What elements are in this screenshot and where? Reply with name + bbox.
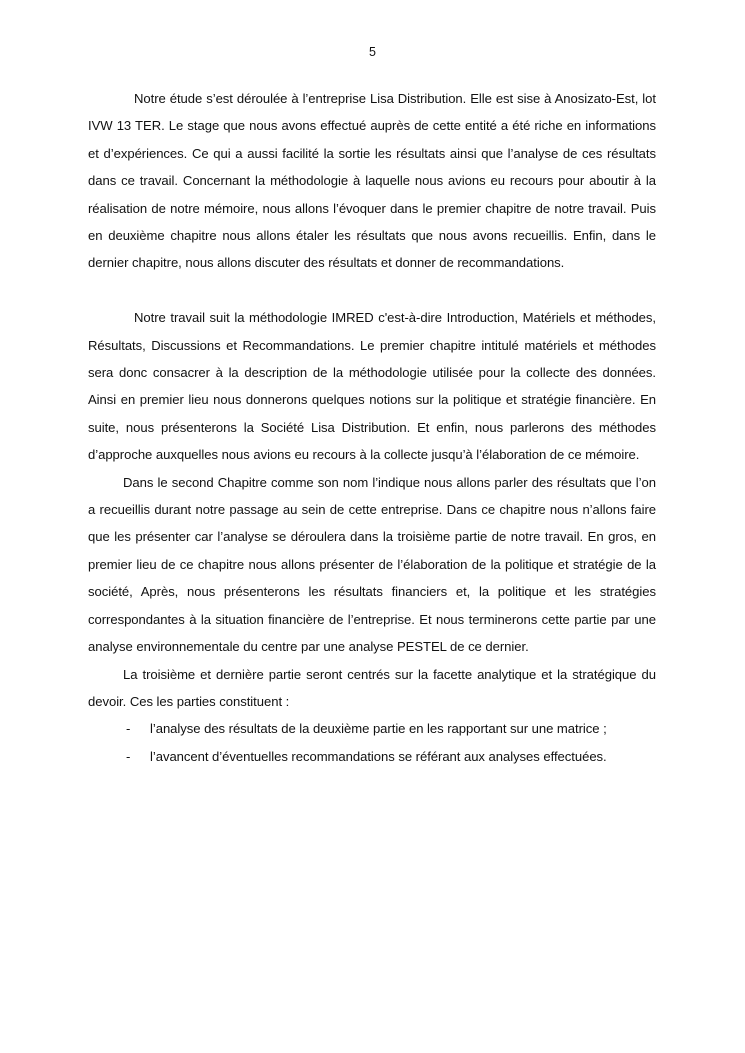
paragraph-second-chapter: Dans le second Chapitre comme son nom l’indique nous allons parler des résultats que l’on a recueillis durant notre passage au sein de cette entreprise. Dans ce chapitre nous n’allons faire que les présenter car l’analyse se déroulera dans la troisième partie de notre travail. En gros, en premier lieu de ce chapitre nous allons présenter de l’élaboration de la politique et stratégie de la société, Après, nous présenterons les résultats financiers et, la politique et les stratégies correspondantes à la situation financière de l’entreprise. Et nous terminerons cette partie par une analyse environnementale du centre par une analyse PESTEL de ce dernier. (88, 474, 656, 655)
list-item (88, 743, 656, 770)
list-dash: - (126, 748, 131, 764)
page-number: 5 (369, 45, 376, 59)
list-item (88, 715, 656, 742)
list-dash: - (126, 721, 131, 737)
list-item-text: l’analyse des résultats de la deuxième partie en les rapportant sur une matrice ; (150, 721, 607, 737)
list-item-text: l’avancent d’éventuelles recommandations se référant aux analyses effectuées. (150, 748, 607, 764)
parts-list (88, 715, 656, 770)
paragraph-third-part: La troisième et dernière partie seront centrés sur la facette analytique et la stratégique du devoir. Ces les parties constituent : (88, 666, 656, 709)
body-text (88, 85, 656, 770)
paragraph-methodology: Notre travail suit la méthodologie IMRED c'est-à-dire Introduction, Matériels et méthodes, Résultats, Discussions et Recommandations. Le premier chapitre intitulé matériels et méthodes sera donc consacrer à la description de la méthodologie utilisée pour la collecte des données. Ainsi en premier lieu nous donnerons quelques notions sur la politique et stratégie financière. En suite, nous présenterons la Société Lisa Distribution. Et enfin, nous parlerons des méthodes d’approche auxquelles nous avions eu recours à la collecte jusqu’à l’élaboration de ce mémoire. (88, 310, 656, 463)
paragraph-introduction: Notre étude s’est déroulée à l’entreprise Lisa Distribution. Elle est sise à Anosizato-Est, lot IVW 13 TER. Le stage que nous avons effectué auprès de cette entité a été riche en informations et d’expériences. Ce qui a aussi facilité la sortie les résultats ainsi que l’analyse de ces résultats dans ce travail. Concernant la méthodologie à laquelle nous avions eu recours pour aboutir à la réalisation de notre mémoire, nous allons l’évoquer dans le premier chapitre de notre travail. Puis en deuxième chapitre nous allons étaler les résultats que nous avons recueillis. Enfin, dans le dernier chapitre, nous allons discuter des résultats et donner de recommandations. (88, 91, 656, 271)
